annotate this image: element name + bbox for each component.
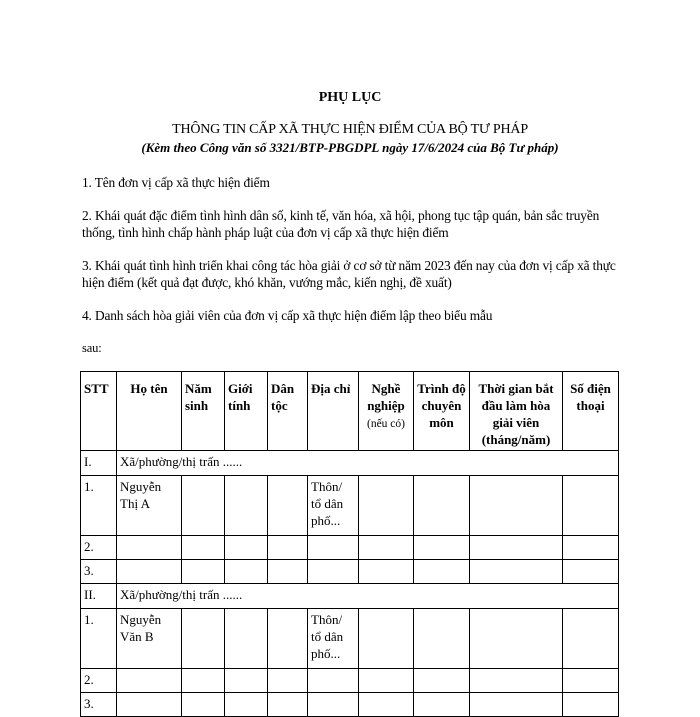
row-occupation	[359, 609, 414, 669]
row-name	[117, 536, 182, 560]
row-ethnicity	[268, 560, 308, 584]
row-occupation	[359, 669, 414, 693]
row-ethnicity	[268, 609, 308, 669]
row-birth-year	[182, 536, 225, 560]
row-start-time	[470, 476, 563, 536]
header-gender: Giới tính	[225, 372, 268, 451]
row-phone	[563, 669, 619, 693]
row-phone	[563, 476, 619, 536]
row-name: Nguyễn Thị A	[117, 476, 182, 536]
row-occupation	[359, 560, 414, 584]
item-2: 2. Khái quát đặc điểm tình hình dân số, kinh tế, văn hóa, xã hội, phong tục tập quán, bản sắc truyền thống, tình hình chấp hành pháp luật của đơn vị cấp xã thực hiện điểm	[82, 208, 600, 240]
header-birth-year: Năm sinh	[182, 372, 225, 451]
header-address: Địa chỉ	[308, 372, 359, 451]
row-address	[308, 536, 359, 560]
row-phone	[563, 609, 619, 669]
row-stt: 2.	[81, 669, 117, 693]
row-stt: 1.	[81, 609, 117, 669]
row-stt: 3.	[81, 560, 117, 584]
row-ethnicity	[268, 693, 308, 717]
row-birth-year	[182, 693, 225, 717]
item-3: 3. Khái quát tình hình triển khai công tác hòa giải ở cơ sở từ năm 2023 đến nay của đơn vị cấp xã thực hiện điểm (kết quả đạt được, khó khăn, vướng mắc, kiến nghị, đề xuất)	[82, 258, 616, 290]
row-address	[308, 669, 359, 693]
row-gender	[225, 669, 268, 693]
row-name	[117, 669, 182, 693]
row-name	[117, 560, 182, 584]
item-1: 1. Tên đơn vị cấp xã thực hiện điểm	[82, 175, 270, 190]
header-occupation-note: (nếu có)	[367, 418, 405, 430]
row-gender	[225, 609, 268, 669]
row-education	[414, 609, 470, 669]
row-education	[414, 536, 470, 560]
header-phone: Số điện thoại	[563, 372, 619, 451]
header-occupation	[359, 372, 414, 451]
group-label: Xã/phường/thị trấn ......	[117, 584, 619, 609]
row-gender	[225, 560, 268, 584]
row-ethnicity	[268, 476, 308, 536]
row-stt: 1.	[81, 476, 117, 536]
row-start-time	[470, 560, 563, 584]
table-row	[81, 693, 619, 717]
table-row	[81, 669, 619, 693]
row-start-time	[470, 669, 563, 693]
row-name	[117, 693, 182, 717]
row-birth-year	[182, 669, 225, 693]
row-phone	[563, 560, 619, 584]
header-start-time: Thời gian bắt đầu làm hòa giải viên (tháng/năm)	[470, 372, 563, 451]
header-stt: STT	[81, 372, 117, 451]
row-occupation	[359, 536, 414, 560]
header-name: Họ tên	[117, 372, 182, 451]
row-occupation	[359, 476, 414, 536]
row-education	[414, 693, 470, 717]
row-gender	[225, 536, 268, 560]
page-subtitle: THÔNG TIN CẤP XÃ THỰC HIỆN ĐIỂM CỦA BỘ TƯ PHÁP	[172, 122, 528, 137]
group-stt: I.	[81, 451, 117, 476]
row-birth-year	[182, 560, 225, 584]
table-row	[81, 560, 619, 584]
mediator-table	[80, 371, 619, 717]
table-row	[81, 609, 619, 669]
item-4-continuation: sau:	[82, 341, 102, 355]
row-ethnicity	[268, 536, 308, 560]
row-address: Thôn/ tổ dân phố...	[308, 609, 359, 669]
row-phone	[563, 693, 619, 717]
reference-note: (Kèm theo Công văn số 3321/BTP-PBGDPL ngày 17/6/2024 của Bộ Tư pháp)	[141, 140, 559, 155]
group-label: Xã/phường/thị trấn ......	[117, 451, 619, 476]
row-education	[414, 669, 470, 693]
row-phone	[563, 536, 619, 560]
item-4: 4. Danh sách hòa giải viên của đơn vị cấp xã thực hiện điểm lập theo biểu mẫu	[82, 308, 493, 323]
header-occupation-label: Nghề nghiệp	[367, 381, 405, 413]
row-stt: 3.	[81, 693, 117, 717]
row-gender	[225, 693, 268, 717]
group-row	[81, 584, 619, 609]
row-stt: 2.	[81, 536, 117, 560]
row-ethnicity	[268, 669, 308, 693]
row-name: Nguyễn Văn B	[117, 609, 182, 669]
row-gender	[225, 476, 268, 536]
row-address	[308, 693, 359, 717]
table-header-row	[81, 372, 619, 451]
table-row	[81, 476, 619, 536]
row-education	[414, 560, 470, 584]
row-start-time	[470, 536, 563, 560]
row-address	[308, 560, 359, 584]
row-address: Thôn/ tổ dân phố...	[308, 476, 359, 536]
header-ethnicity: Dân tộc	[268, 372, 308, 451]
group-row	[81, 451, 619, 476]
page-title: PHỤ LỤC	[318, 90, 382, 105]
table-row	[81, 536, 619, 560]
row-birth-year	[182, 476, 225, 536]
group-stt: II.	[81, 584, 117, 609]
header-education: Trình độ chuyên môn	[414, 372, 470, 451]
row-education	[414, 476, 470, 536]
row-birth-year	[182, 609, 225, 669]
row-start-time	[470, 609, 563, 669]
row-start-time	[470, 693, 563, 717]
row-occupation	[359, 693, 414, 717]
